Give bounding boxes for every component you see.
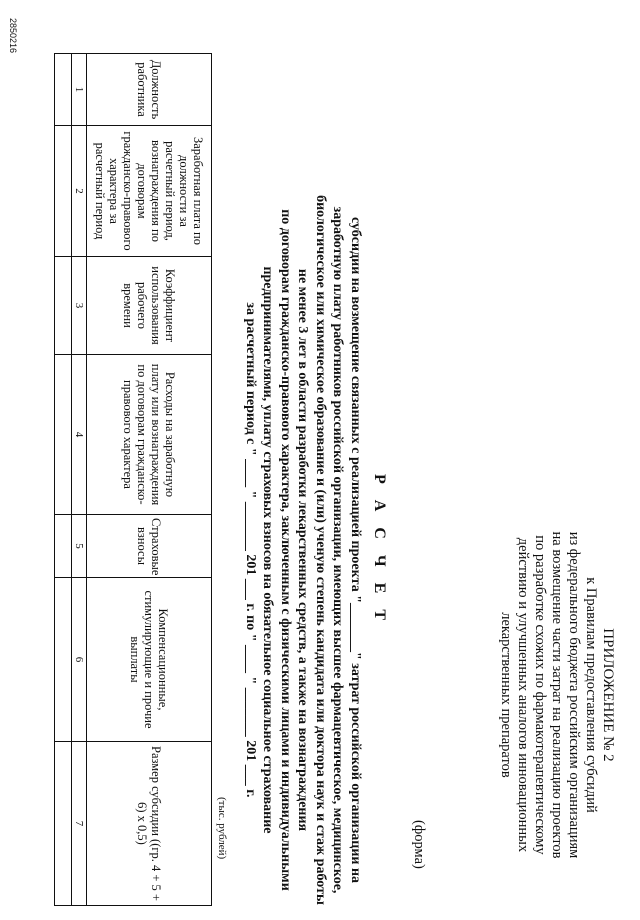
table-header-row <box>87 54 212 906</box>
appendix-line: на возмещение части затрат на реализацию проектов <box>549 531 565 859</box>
header-salary: Заработная плата по должности за расчетный период, вознаграждения по договорам гражданско-правового характера за расчетный период <box>87 126 212 257</box>
table-cell <box>55 578 72 742</box>
column-number: 7 <box>72 742 87 906</box>
appendix-line: действию и улучшенных аналогов инновационных <box>515 537 531 853</box>
table-cell <box>55 515 72 578</box>
appendix-line: лекарственных препаратов <box>498 612 514 778</box>
header-time-coefficient: Коэффициент использования рабочего времени <box>87 257 212 355</box>
calculation-table <box>54 53 212 906</box>
column-number: 6 <box>72 578 87 742</box>
heading-line: по договорам гражданско-правового характера, заключенным с физическими лицами и индивидуальными <box>278 209 293 891</box>
table-cell <box>55 742 72 906</box>
units-label: (тыс. рублей) <box>216 797 228 860</box>
document-number: 2850216 <box>8 18 18 54</box>
header-subsidy-amount: Размер субсидии ((гр. 4 + 5 + 6) х 0,5) <box>87 742 212 906</box>
heading-line: биологическое или химическое образование и (или) ученую степень кандидата или доктора наук и стаж работы <box>313 195 328 905</box>
appendix-block <box>497 520 616 870</box>
heading-line: предпринимателями, уплату страховых взносов на обязательное социальное страхование <box>260 266 276 834</box>
document-title: Р А С Ч Е Т <box>371 474 388 626</box>
heading-line: субсидии на возмещение связанных с реализацией проекта "_______" затрат российской организации на <box>348 216 363 884</box>
form-note: (форма) <box>411 820 427 869</box>
calculation-heading <box>242 180 389 920</box>
appendix-line: к Правилам предоставления субсидий <box>583 577 599 813</box>
column-number: 1 <box>72 54 87 126</box>
appendix-line: по разработке схожих по фармакотерапевтическому <box>532 535 548 855</box>
heading-line: заработную плату работников российской организации, имеющих высшее фармацевтическое, медицинское, <box>330 206 346 894</box>
column-number: 4 <box>72 355 87 515</box>
header-other-payments: Компенсационные, стимулирующие и прочие выплаты <box>87 578 212 742</box>
table-cell <box>55 355 72 515</box>
table-cell <box>55 126 72 257</box>
column-number: 3 <box>72 257 87 355</box>
table-row <box>55 54 72 906</box>
header-salary-expenses: Расходы на заработную плату или вознаграждения по договорам гражданско-правового характера <box>87 355 212 515</box>
column-number: 5 <box>72 515 87 578</box>
column-number-row <box>72 54 87 906</box>
heading-line: не менее 3 лет в области разработки лекарственных средств, а также на вознаграждения <box>295 268 311 832</box>
table-cell <box>55 54 72 126</box>
header-position: Должность работника <box>87 54 212 126</box>
table-cell <box>55 257 72 355</box>
period-line: за расчетный период с " ____ " _______ 201 ___ г. по " ____ " _______ 201 ___ г. <box>243 302 258 798</box>
appendix-title: ПРИЛОЖЕНИЕ № 2 <box>600 628 616 762</box>
column-number: 2 <box>72 126 87 257</box>
appendix-line: из федерального бюджета российским организациям <box>566 531 582 859</box>
header-insurance: Страховые взносы <box>87 515 212 578</box>
